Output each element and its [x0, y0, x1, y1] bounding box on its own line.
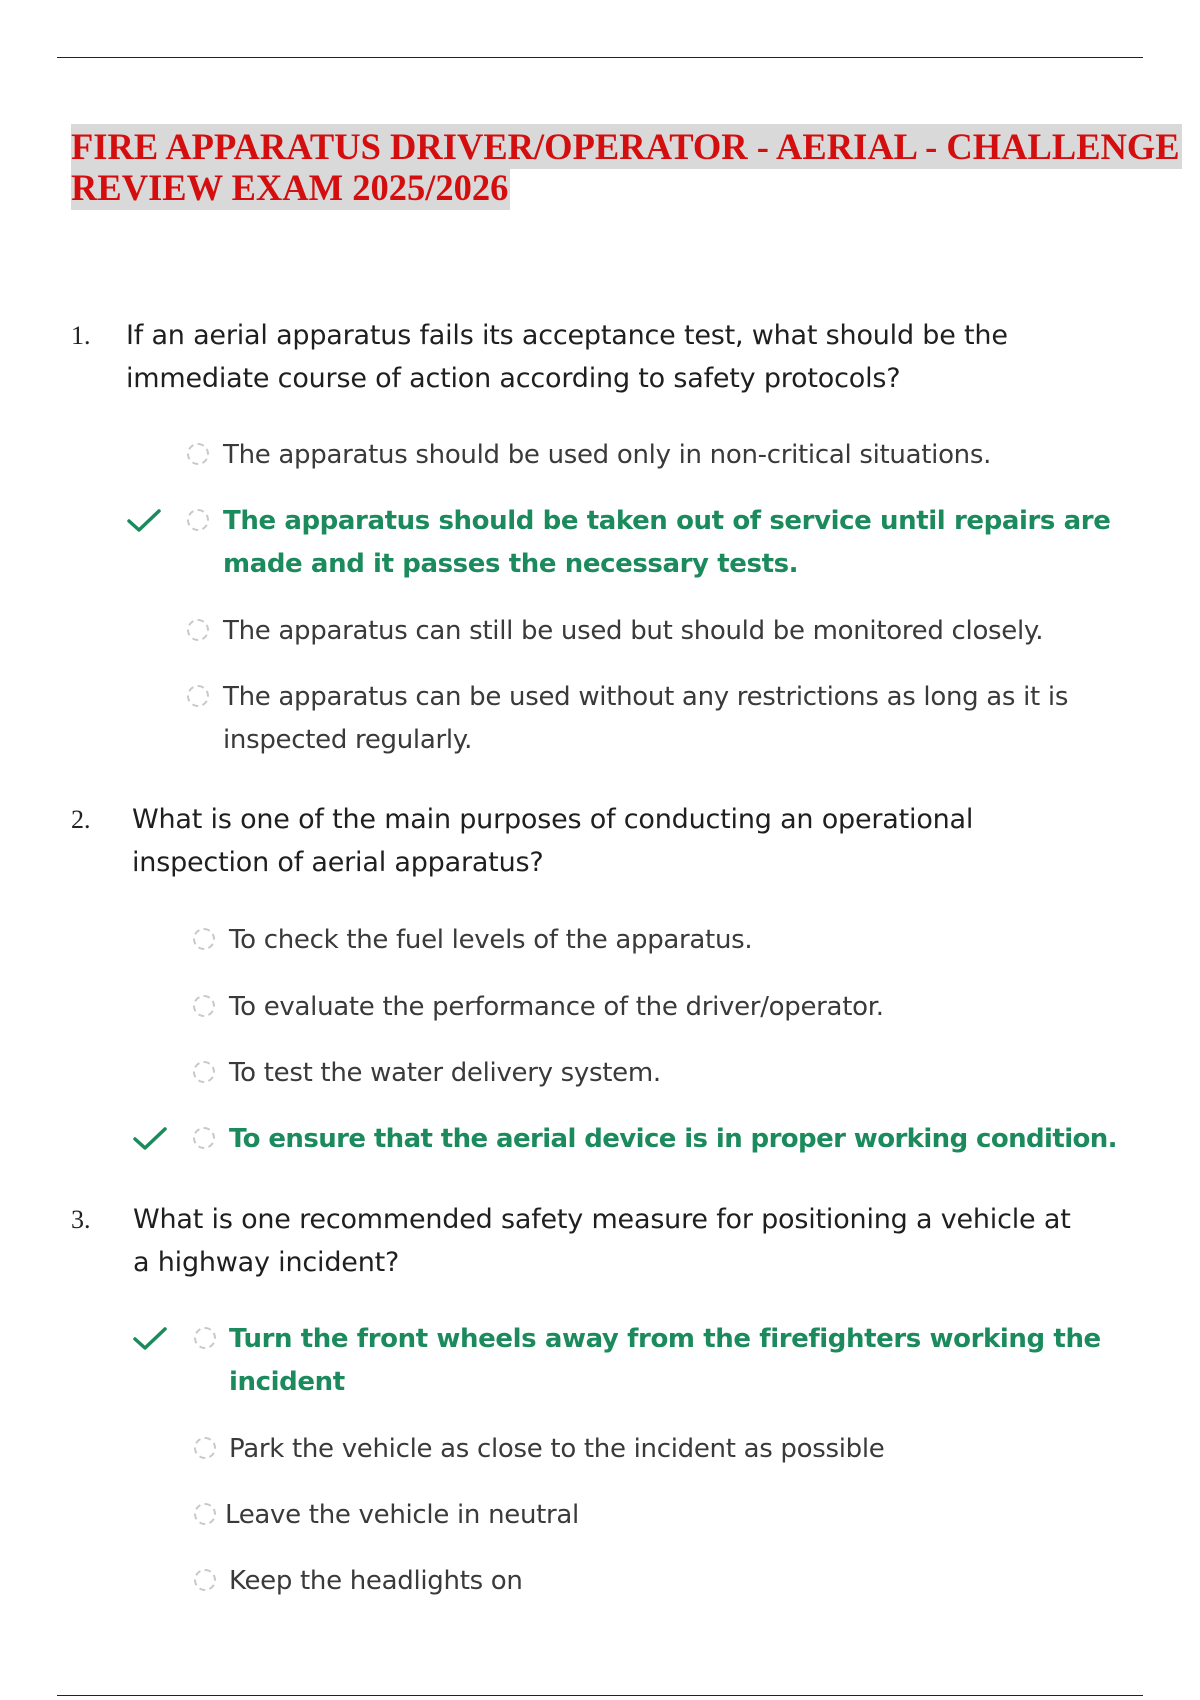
option-text: Turn the front wheels away from the firefighters working the incident — [229, 1324, 1101, 1397]
option-text: To evaluate the performance of the driver/operator. — [229, 992, 884, 1022]
option-text: Keep the headlights on — [229, 1566, 523, 1596]
option-text: Park the vehicle as close to the incident as possible — [229, 1434, 885, 1464]
radio-icon[interactable] — [194, 1569, 216, 1591]
question-number: 3. — [71, 1205, 91, 1234]
document-title-text: FIRE APPARATUS DRIVER/OPERATOR - AERIAL - CHALLENGE REVIEW EXAM 2025/2026 — [71, 126, 1180, 208]
question-text: If an aerial apparatus fails its acceptance test, what should be the immediate course of action according to safety protocols? — [126, 320, 1008, 394]
radio-icon[interactable] — [187, 443, 209, 465]
radio-icon[interactable] — [187, 509, 209, 531]
option-text: To test the water delivery system. — [229, 1058, 661, 1088]
radio-icon[interactable] — [194, 1327, 216, 1349]
radio-icon[interactable] — [193, 928, 215, 950]
radio-icon[interactable] — [194, 1437, 216, 1459]
radio-icon[interactable] — [187, 685, 209, 707]
option-text: The apparatus should be used only in non-critical situations. — [223, 440, 992, 470]
check-icon — [132, 1126, 168, 1152]
option-text: To ensure that the aerial device is in proper working condition. — [229, 1124, 1117, 1154]
top-divider — [57, 57, 1143, 58]
radio-icon[interactable] — [193, 1061, 215, 1083]
option-text: The apparatus can still be used but should be monitored closely. — [223, 616, 1044, 646]
check-icon — [126, 508, 162, 534]
radio-icon[interactable] — [193, 995, 215, 1017]
question-number: 1. — [71, 321, 91, 350]
option-text: The apparatus can be used without any restrictions as long as it is inspected regularly. — [223, 682, 1069, 755]
option-text: To check the fuel levels of the apparatus. — [229, 925, 753, 955]
option-text: Leave the vehicle in neutral — [225, 1500, 579, 1530]
question-text: What is one of the main purposes of conducting an operational inspection of aerial apparatus? — [132, 804, 974, 878]
document-title — [71, 126, 1200, 208]
question-text: What is one recommended safety measure for positioning a vehicle at a highway incident? — [133, 1204, 1071, 1278]
question-number: 2. — [71, 805, 91, 834]
radio-icon[interactable] — [193, 1127, 215, 1149]
radio-icon[interactable] — [194, 1503, 216, 1525]
radio-icon[interactable] — [187, 619, 209, 641]
check-icon — [132, 1326, 168, 1352]
bottom-divider — [57, 1695, 1143, 1696]
option-text: The apparatus should be taken out of service until repairs are made and it passes the necessary tests. — [223, 506, 1111, 579]
